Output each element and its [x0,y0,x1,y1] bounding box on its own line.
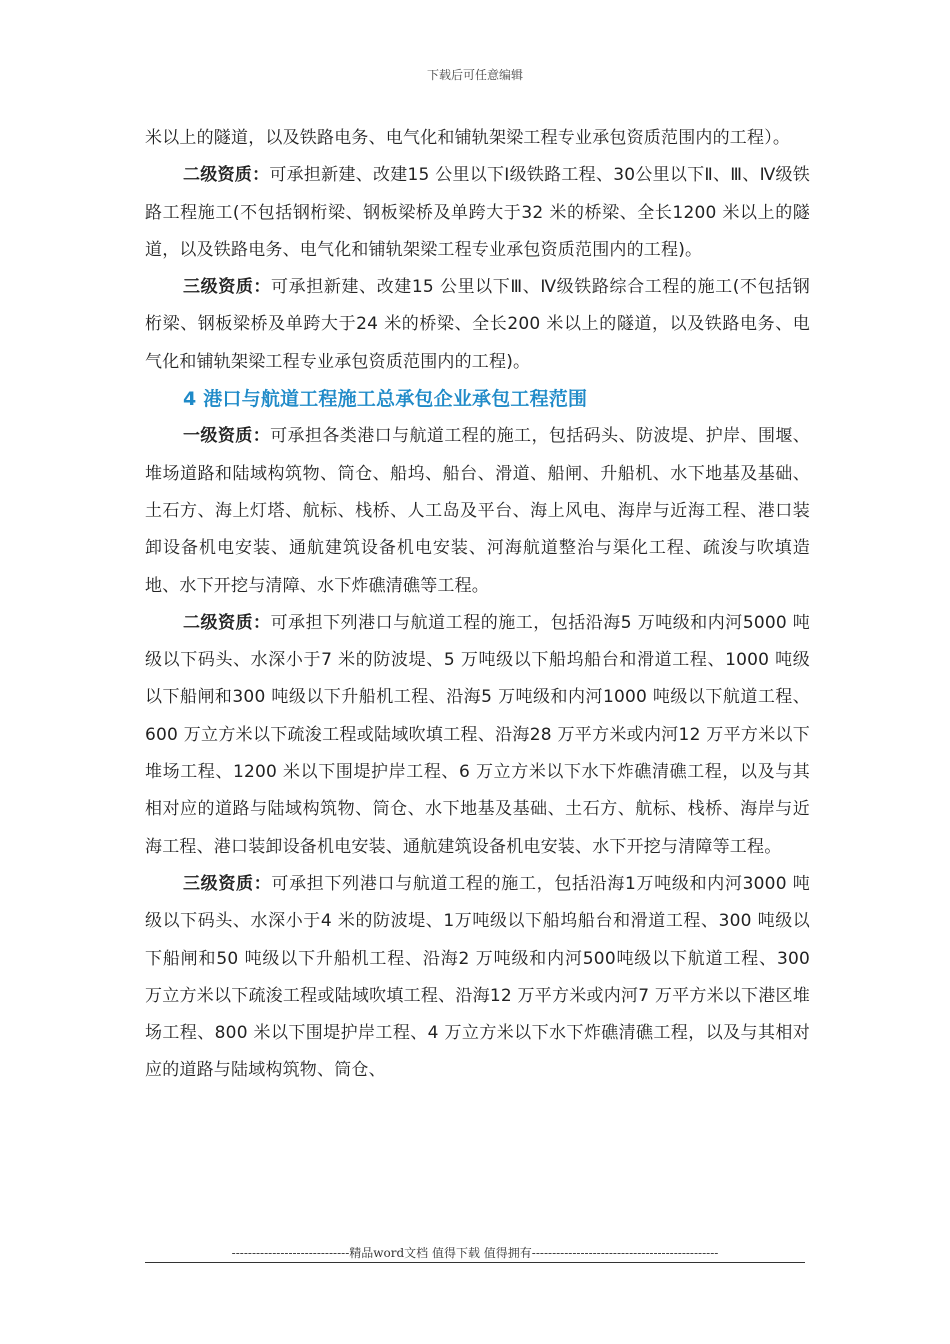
paragraph-label: 三级资质： [183,277,272,298]
paragraph-label: 三级资质： [183,873,272,894]
page-header: 下载后可任意编辑 [426,68,523,82]
document-body [145,120,810,1090]
page-footer: -----------------------------精品word文档 值得下载 值得拥有---------------------------------------------- [231,1246,719,1260]
section-heading: 4 港口与航道工程施工总承包企业承包工程范围 [183,388,588,411]
paragraph-label: 二级资质： [183,612,271,633]
paragraph-level-3 [145,866,810,1090]
paragraph-text: 可承担新建、改建15 公里以下Ⅲ、Ⅳ级铁路综合工程的施工(不包括钢桁梁、钢板梁桥及单跨大于24 米的桥梁、全长200 米以上的隧道，以及铁路电务、电气化和铺轨架梁工程专业承包资质范围内的工程)。 [145,277,810,372]
paragraph-level-3 [145,269,810,381]
footer-divider [145,1262,805,1263]
paragraph-level-2 [145,157,810,269]
paragraph-label: 二级资质： [183,165,270,186]
paragraph-text: 可承担各类港口与航道工程的施工，包括码头、防波堤、护岸、围堰、堆场道路和陆域构筑物、筒仓、船坞、船台、滑道、船闸、升船机、水下地基及基础、土石方、海上灯塔、航标、栈桥、人工岛及平台、海上风电、海岸与近海工程、港口装卸设备机电安装、通航建筑设备机电安装、河海航道整治与渠化工程、疏浚与吹填造地、水下开挖与清障、水下炸礁清礁等工程。 [145,426,811,596]
paragraph-level-1 [145,418,810,604]
paragraph-continued: 米以上的隧道，以及铁路电务、电气化和铺轨架梁工程专业承包资质范围内的工程）。 [145,128,791,148]
paragraph-level-2 [145,605,810,866]
paragraph-text: 可承担新建、改建15 公里以下Ⅰ级铁路工程、30公里以下Ⅱ、Ⅲ、Ⅳ级铁路工程施工(不包括钢桁梁、钢板梁桥及单跨大于32 米的桥梁、全长1200 米以上的隧道，以及铁路电务、电气化和铺轨架梁工程专业承包资质范围内的工程)。 [145,165,810,260]
paragraph-label: 一级资质： [183,426,271,447]
paragraph-text: 可承担下列港口与航道工程的施工，包括沿海5 万吨级和内河5000 吨级以下码头、水深小于7 米的防波堤、5 万吨级以下船坞船台和滑道工程、1000 吨级以下船闸和300 吨级以下升船机工程、沿海5 万吨级和内河1000 吨级以下航道工程、600 万立方米以下疏浚工程或陆域吹填工程、沿海28 万平方米或内河12 万平方米以下堆场工程、1200 米以下围堤护岸工程、6 万立方米以下水下炸礁清礁工程，以及与其相对应的道路与陆域构筑物、筒仓、水下地基及基础、土石方、航标、栈桥、海岸与近海工程、港口装卸设备机电安装、通航建筑设备机电安装、水下开挖与清障等工程。 [145,612,810,857]
paragraph-text: 可承担下列港口与航道工程的施工，包括沿海1万吨级和内河3000 吨级以下码头、水深小于4 米的防波堤、1万吨级以下船坞船台和滑道工程、300 吨级以下船闸和50 吨级以下升船机工程、沿海2 万吨级和内河500吨级以下航道工程、300 万立方米以下疏浚工程或陆域吹填工程、沿海12 万平方米或内河7 万平方米以下港区堆场工程、800 米以下围堤护岸工程、4 万立方米以下水下炸礁清礁工程，以及与其相对应的道路与陆域构筑物、筒仓、 [145,873,811,1081]
